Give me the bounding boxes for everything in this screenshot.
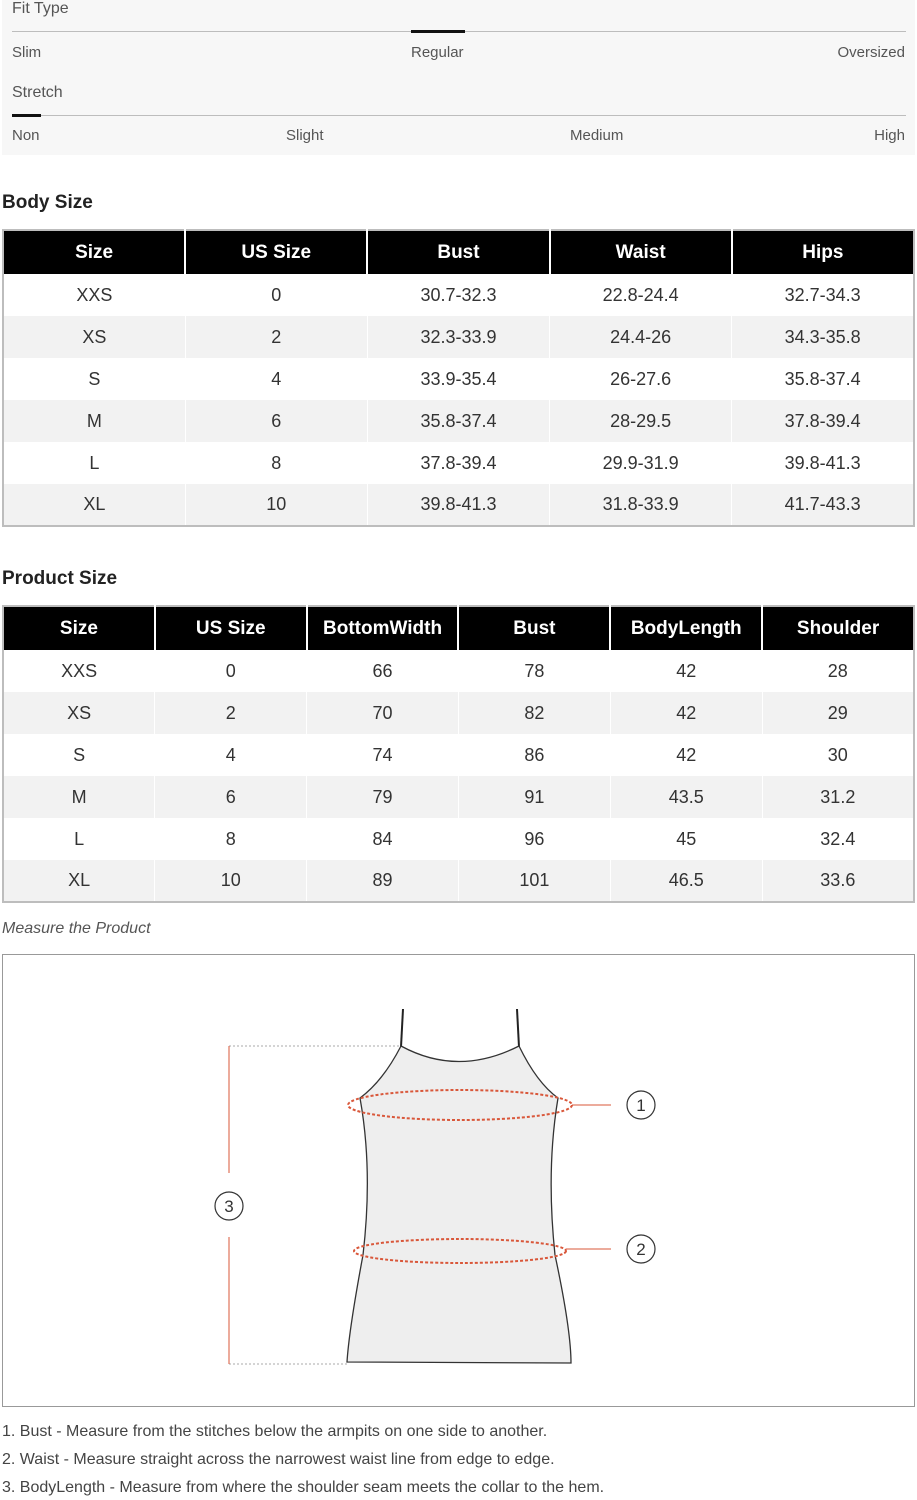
table-cell: 33.6 [762, 860, 914, 902]
table-row [3, 442, 914, 484]
table-cell: 30.7-32.3 [367, 274, 549, 316]
table-cell: S [3, 734, 155, 776]
callout-waist-label: 2 [636, 1240, 646, 1259]
column-header: Size [3, 606, 155, 650]
table-cell: 66 [307, 650, 459, 692]
table-cell: 29.9-31.9 [550, 442, 732, 484]
stretch-label-high: High [874, 127, 905, 144]
table-cell: 32.4 [762, 818, 914, 860]
stretch-label-non: Non [12, 127, 40, 144]
left-strap [401, 1009, 403, 1047]
table-cell: S [3, 358, 185, 400]
table-cell: 37.8-39.4 [732, 400, 914, 442]
column-header: Size [3, 230, 185, 274]
table-cell: L [3, 442, 185, 484]
table-cell: 35.8-37.4 [367, 400, 549, 442]
column-header: BottomWidth [307, 606, 459, 650]
body-size-title: Body Size [2, 192, 93, 213]
table-cell: 0 [155, 650, 307, 692]
table-row [3, 734, 914, 776]
table-cell: 35.8-37.4 [732, 358, 914, 400]
table-cell: 4 [185, 358, 367, 400]
table-row [3, 692, 914, 734]
column-header: Bust [367, 230, 549, 274]
table-cell: 37.8-39.4 [367, 442, 549, 484]
table-cell: 31.8-33.9 [550, 484, 732, 526]
table-cell: 89 [307, 860, 459, 902]
table-cell: 30 [762, 734, 914, 776]
table-cell: 4 [155, 734, 307, 776]
fit-type-selected-marker [411, 30, 465, 33]
table-cell: 28 [762, 650, 914, 692]
table-cell: L [3, 818, 155, 860]
table-cell: 29 [762, 692, 914, 734]
callout-length-label: 3 [224, 1197, 234, 1216]
table-cell: 6 [155, 776, 307, 818]
body-size-table [2, 229, 915, 527]
table-cell: XL [3, 484, 185, 526]
table-cell: 6 [185, 400, 367, 442]
table-header-row [3, 606, 914, 650]
table-cell: 42 [610, 734, 762, 776]
table-cell: 82 [458, 692, 610, 734]
table-cell: XS [3, 316, 185, 358]
table-cell: 78 [458, 650, 610, 692]
table-row [3, 316, 914, 358]
measure-instructions [2, 1422, 915, 1500]
column-header: US Size [155, 606, 307, 650]
table-cell: 33.9-35.4 [367, 358, 549, 400]
column-header: BodyLength [610, 606, 762, 650]
table-row [3, 776, 914, 818]
product-size-table [2, 605, 915, 903]
table-cell: 39.8-41.3 [367, 484, 549, 526]
table-row [3, 650, 914, 692]
table-cell: 86 [458, 734, 610, 776]
column-header: Shoulder [762, 606, 914, 650]
stretch-label-medium: Medium [570, 127, 624, 144]
table-cell: 26-27.6 [550, 358, 732, 400]
table-row [3, 358, 914, 400]
table-row [3, 484, 914, 526]
table-cell: 96 [458, 818, 610, 860]
callout-bust [627, 1091, 655, 1119]
callout-waist [627, 1235, 655, 1263]
table-cell: 79 [307, 776, 459, 818]
table-cell: 74 [307, 734, 459, 776]
table-cell: 10 [185, 484, 367, 526]
table-cell: 24.4-26 [550, 316, 732, 358]
table-cell: 8 [185, 442, 367, 484]
table-cell: 42 [610, 692, 762, 734]
table-cell: 41.7-43.3 [732, 484, 914, 526]
table-cell: 31.2 [762, 776, 914, 818]
table-cell: 39.8-41.3 [732, 442, 914, 484]
callout-length [215, 1192, 243, 1220]
table-cell: 8 [155, 818, 307, 860]
table-cell: 91 [458, 776, 610, 818]
table-cell: XXS [3, 274, 185, 316]
column-header: US Size [185, 230, 367, 274]
stretch-label-slight: Slight [286, 127, 324, 144]
camisole-diagram-svg [3, 955, 914, 1406]
table-cell: XS [3, 692, 155, 734]
table-cell: 32.7-34.3 [732, 274, 914, 316]
table-cell: 43.5 [610, 776, 762, 818]
table-cell: 70 [307, 692, 459, 734]
instruction-bust: 1. Bust - Measure from the stitches below the armpits on one side to another. [2, 1423, 548, 1440]
table-header-row [3, 230, 914, 274]
stretch-title: Stretch [12, 84, 63, 101]
table-cell: 34.3-35.8 [732, 316, 914, 358]
table-row [3, 400, 914, 442]
table-row [3, 274, 914, 316]
table-cell: 2 [155, 692, 307, 734]
fit-type-label-slim: Slim [12, 44, 42, 61]
table-cell: 42 [610, 650, 762, 692]
table-cell: 2 [185, 316, 367, 358]
column-header: Hips [732, 230, 914, 274]
measure-caption: Measure the Product [2, 920, 151, 937]
table-cell: 0 [185, 274, 367, 316]
column-header: Bust [458, 606, 610, 650]
table-cell: 10 [155, 860, 307, 902]
fit-type-title: Fit Type [12, 0, 69, 17]
table-cell: M [3, 776, 155, 818]
instruction-body-length: 3. BodyLength - Measure from where the shoulder seam meets the collar to the hem. [2, 1479, 605, 1496]
table-cell: 22.8-24.4 [550, 274, 732, 316]
table-row [3, 818, 914, 860]
table-cell: 101 [458, 860, 610, 902]
instruction-waist: 2. Waist - Measure straight across the narrowest waist line from edge to edge. [2, 1451, 555, 1468]
stretch-scale-line [12, 115, 906, 116]
table-cell: M [3, 400, 185, 442]
table-cell: XL [3, 860, 155, 902]
table-cell: 32.3-33.9 [367, 316, 549, 358]
table-cell: 46.5 [610, 860, 762, 902]
table-row [3, 860, 914, 902]
callout-bust-label: 1 [636, 1096, 646, 1115]
column-header: Waist [550, 230, 732, 274]
table-cell: XXS [3, 650, 155, 692]
right-strap [517, 1009, 519, 1047]
fit-type-label-oversized: Oversized [837, 44, 905, 61]
table-cell: 84 [307, 818, 459, 860]
fit-stretch-panel [2, 0, 915, 155]
table-cell: 45 [610, 818, 762, 860]
product-size-title: Product Size [2, 568, 118, 589]
table-cell: 28-29.5 [550, 400, 732, 442]
measure-diagram [2, 954, 915, 1407]
fit-type-label-regular: Regular [411, 44, 464, 61]
stretch-selected-marker [12, 114, 41, 117]
